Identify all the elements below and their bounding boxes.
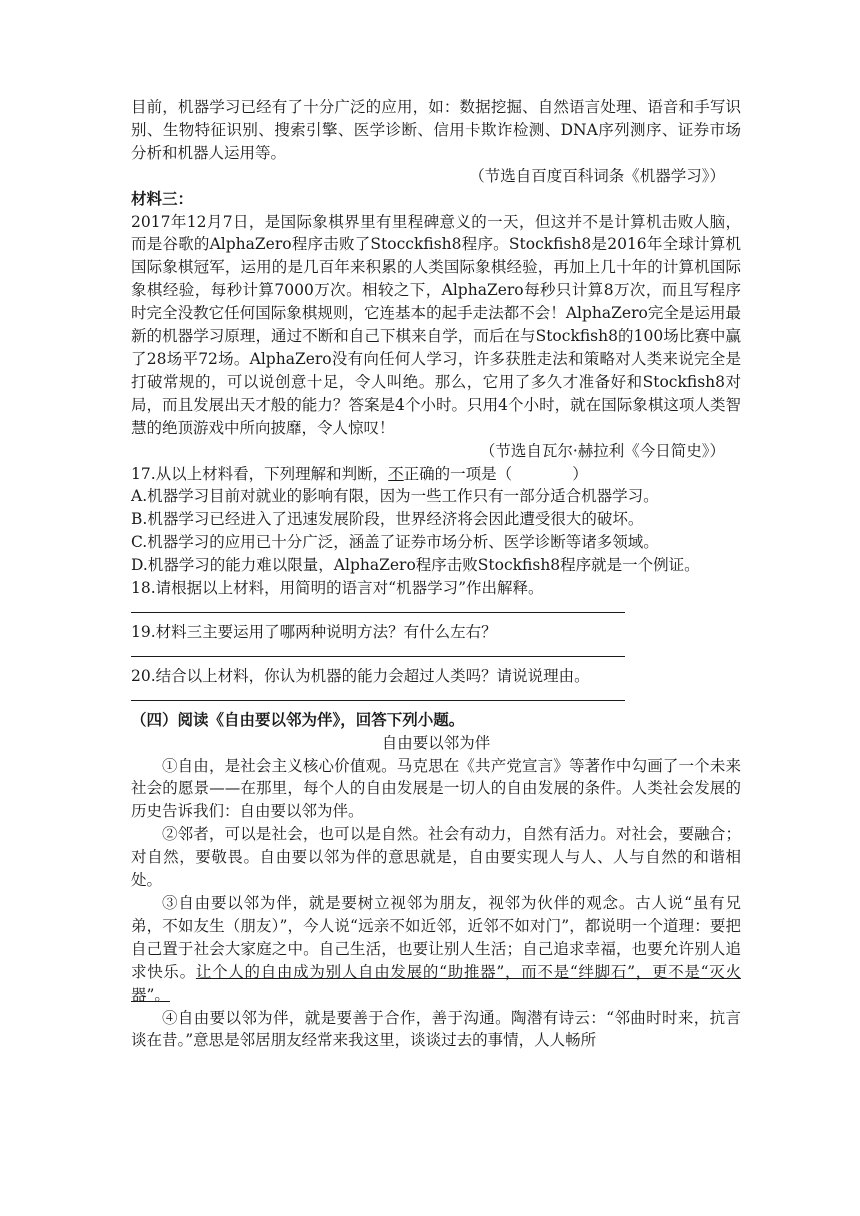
material3-paragraph: 2017年12月7日，是国际象棋界里有里程碑意义的一天，但这并不是计算机击败人脑，而是谷歌的AlphaZero程序击败了Stocckfish8程序。Stockfish8是2016年全球计算机国际象棋冠军，运用的是几百年来积累的人类国际象棋经验，再加上几十年的计算机国际象棋经验，每秒计算7000万次。相较之下，AlphaZero每秒只计算8万次，而且写程序时完全没教它任何国际象棋规则，它连基本的起手走法都不会！AlphaZero完全是运用最新的机器学习原理，通过不断和自己下棋来自学，而后在与Stockfish8的100场比赛中赢了28场平72场。AlphaZero没有向任何人学习，许多获胜走法和策略对人类来说完全是打破常规的，可以说创意十足，令人叫绝。那么，它用了多久才准备好和Stockfish8对局，而且发展出天才般的能力？答案是4个小时。只用4个小时，就在国际象棋这项人类智慧的绝顶游戏中所向披靡，令人惊叹！ — [131, 212, 741, 437]
q17-stem-before: 17.从以上材料看，下列理解和判断， — [131, 464, 389, 483]
essay-paragraph-4: ④自由要以邻为伴，就是要善于合作，善于沟通。陶潜有诗云：“邻曲时时来，抗言谈在昔。”意思是邻居朋友经常来我这里，谈谈过去的事情，人人畅所 — [131, 1008, 741, 1050]
question-18: 18.请根据以上材料，用简明的语言对“机器学习”作出解释。 — [131, 579, 544, 598]
q17-option-d: D.机器学习的能力难以限量，AlphaZero程序击败Stockfish8程序就是一个例证。 — [131, 556, 700, 575]
intro-source: （节选自百度百科词条《机器学习》） — [469, 166, 725, 185]
q17-option-a: A.机器学习目前对就业的影响有限，因为一些工作只有一部分适合机器学习。 — [131, 487, 659, 506]
question-17 — [131, 463, 741, 486]
q19-answer-line[interactable] — [131, 644, 625, 657]
q17-option-b: B.机器学习已经进入了迅速发展阶段，世界经济将会因此遭受很大的破坏。 — [131, 510, 644, 529]
q17-option-c: C.机器学习的应用已十分广泛，涵盖了证券市场分析、医学诊断等诸多领域。 — [131, 533, 659, 552]
section4-heading: （四）阅读《自由要以邻为伴》，回答下列小题。 — [131, 709, 465, 729]
essay-title: 自由要以邻为伴 — [381, 733, 491, 752]
essay-paragraph-2: ②邻者，可以是社会，也可以是自然。社会有动力，自然有活力。对社会，要融合；对自然，要敬畏。自由要以邻为伴的意思就是，自由要实现人与人、人与自然的和谐相处。 — [131, 825, 741, 890]
essay-paragraph-1: ①自由，是社会主义核心价值观。马克思在《共产党宣言》等著作中勾画了一个未来社会的愿景——在那里，每个人的自由发展是一切人的自由发展的条件。人类社会发展的历史告诉我们：自由要以邻为伴。 — [131, 756, 741, 821]
essay-paragraph-3 — [131, 892, 741, 1007]
document-page — [131, 96, 741, 1052]
q17-stem-close: ） — [572, 464, 588, 483]
q17-stem-after: 正确的一项是（ — [403, 464, 513, 483]
material3-source: （节选自瓦尔·赫拉利《今日简史》） — [479, 441, 725, 460]
q17-stem-emph: 不 — [388, 464, 404, 483]
question-20: 20.结合以上材料，你认为机器的能力会超过人类吗？请说说理由。 — [131, 666, 590, 685]
material3-heading: 材料三： — [131, 188, 194, 208]
q18-answer-line[interactable] — [131, 600, 625, 613]
question-19: 19.材料三主要运用了哪两种说明方法？有什么左右？ — [131, 622, 497, 641]
essay-p3-text: ③自由要以邻为伴，就是要树立视邻为朋友，视邻为伙伴的观念。古人说“虽有兄弟，不如友生（朋友）”，今人说“远亲不如近邻，近邻不如对门”，都说明一个道理：要把自己置于社会大家庭之中。自己生活，也要让别人生活；自己追求幸福，也要允许别人追求快乐。 — [131, 894, 741, 981]
intro-paragraph: 目前，机器学习已经有了十分广泛的应用，如：数据挖掘、自然语言处理、语音和手写识别、生物特征识别、搜索引擎、医学诊断、信用卡欺诈检测、DNA序列测序、证券市场分析和机器人运用等。 — [131, 98, 741, 162]
essay-p3-underlined-sentence: 让个人的自由成为别人自由发展的“助推器”，而不是“绊脚石”，更不是“灭火器”。 — [131, 962, 741, 1004]
q20-answer-line[interactable] — [131, 688, 625, 701]
